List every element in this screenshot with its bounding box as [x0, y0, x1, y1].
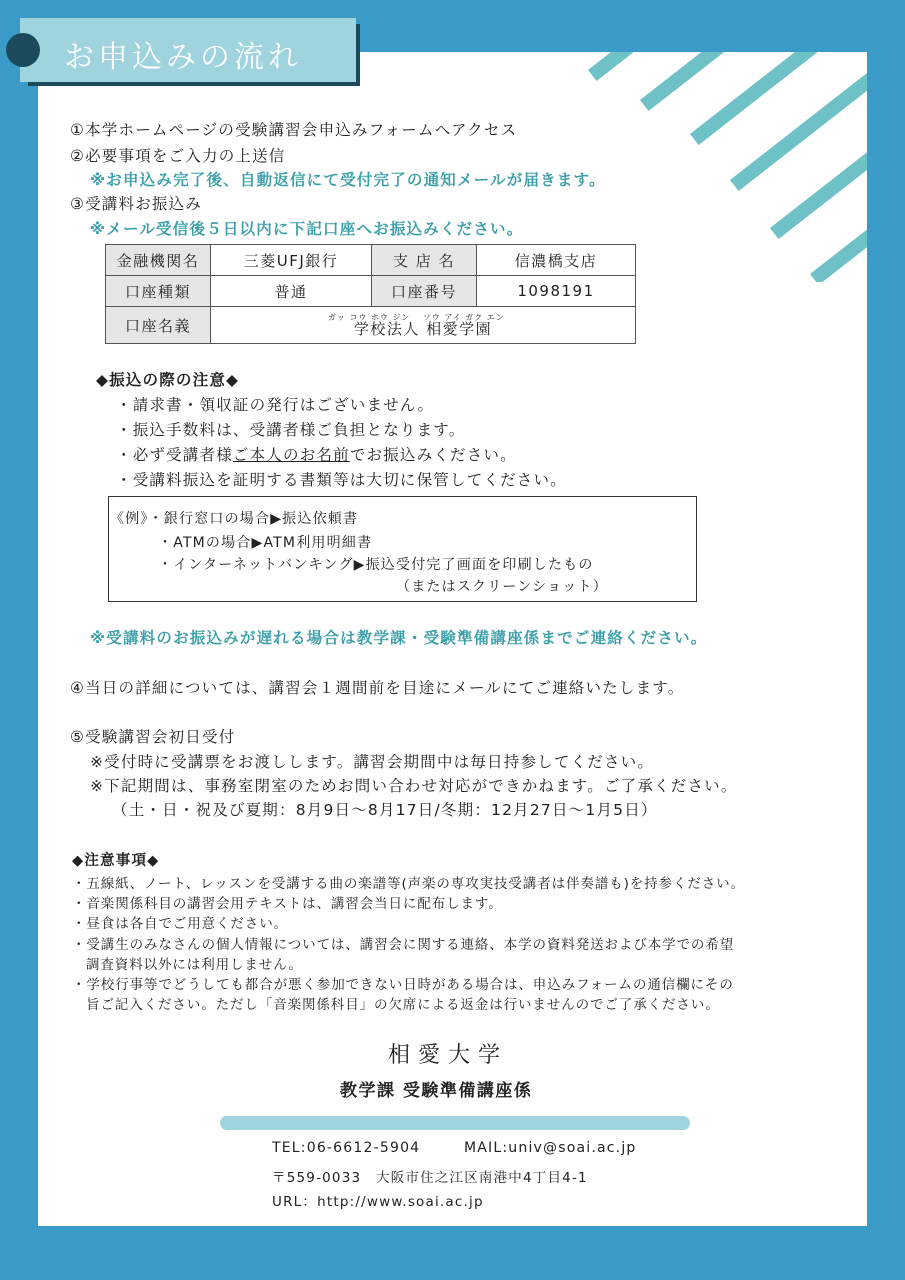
example-3: ・インターネットバンキング▶振込受付完了画面を印刷したもの — [158, 557, 594, 573]
number-label: 口座番号 — [372, 276, 477, 307]
step-5-note-1: ※受付時に受講票をお渡しします。講習会期間中は毎日持参してください。 — [90, 753, 655, 771]
step-5-note-3: （土・日・祝及び夏期：8月9日〜8月17日/冬期：12月27日〜1月5日） — [112, 801, 658, 819]
example-1: 《例》・銀行窓口の場合▶振込依頼書 — [110, 511, 359, 527]
caution-4b: 調査資料以外には利用しません。 — [86, 957, 303, 973]
step-3-note: ※メール受信後５日以内に下記口座へお振込みください。 — [90, 220, 524, 238]
university-name: 相愛大学 — [388, 1043, 509, 1068]
step-2: ②必要事項をご入力の上送信 — [70, 147, 286, 165]
example-4: （またはスクリーンショット） — [396, 579, 608, 595]
step-2-note: ※お申込み完了後、自動返信にて受付完了の通知メールが届きます。 — [90, 171, 606, 189]
department-name: 教学課 受験準備講座係 — [340, 1081, 533, 1101]
footer-divider — [220, 1116, 690, 1130]
step-1: ①本学ホームページの受験講習会申込みフォームへアクセス — [70, 121, 518, 139]
transfer-notes-heading: ◆振込の際の注意◆ — [96, 371, 240, 389]
branch-value: 信濃橋支店 — [477, 245, 636, 276]
transfer-note-1: ・請求書・領収証の発行はございません。 — [116, 396, 435, 414]
account-table — [105, 244, 636, 344]
transfer-note-3-post: でお振込みください。 — [349, 446, 517, 464]
bank-value: 三菱UFJ銀行 — [211, 245, 372, 276]
holder-ruby: ガッ コウ ホウ ジン ソウ アイ ガク エン — [328, 313, 505, 322]
footer-tel: TEL:06-6612-5904 — [272, 1140, 421, 1156]
caution-5b: 旨ご記入ください。ただし「音楽関係科目」の欠席による返金は行いませんのでご了承ください。 — [86, 997, 720, 1013]
branch-label: 支 店 名 — [372, 245, 477, 276]
caution-3: ・昼食は各自でご用意ください。 — [72, 916, 288, 932]
cautions-heading: ◆注意事項◆ — [72, 853, 160, 869]
late-payment-note: ※受講料のお振込みが遅れる場合は教学課・受験準備講座係までご連絡ください。 — [90, 629, 708, 647]
transfer-note-3-pre: ・必ず受講者様 — [116, 446, 233, 464]
page-title: お申込みの流れ — [64, 40, 302, 75]
caution-2: ・音楽関係科目の講習会用テキストは、講習会当日に配布します。 — [72, 896, 503, 912]
holder-label: 口座名義 — [106, 307, 211, 344]
step-3: ③受講料お振込み — [70, 195, 202, 213]
number-value: 1098191 — [477, 276, 636, 307]
example-2: ・ATMの場合▶ATM利用明細書 — [158, 535, 373, 551]
transfer-note-3-underlined: ご本人のお名前 — [232, 446, 350, 464]
step-4: ④当日の詳細については、講習会１週間前を目途にメールにてご連絡いたします。 — [70, 679, 685, 697]
type-label: 口座種類 — [106, 276, 211, 307]
holder-name: 学校法人 相愛学園 — [353, 319, 493, 338]
caution-1: ・五線紙、ノート、レッスンを受講する曲の楽譜等(声楽の専攻実技受講者は伴奏譜も)を持参ください。 — [72, 876, 745, 892]
caution-5a: ・学校行事等でどうしても都合が悪く参加できない日時がある場合は、申込みフォームの通信欄にその — [72, 977, 734, 993]
footer-url: URL：http://www.soai.ac.jp — [272, 1194, 484, 1210]
transfer-note-2: ・振込手数料は、受講者様ご負担となります。 — [116, 421, 466, 439]
footer-address: 〒559-0033 大阪市住之江区南港中4丁目4-1 — [272, 1170, 588, 1186]
footer-mail: MAIL:univ@soai.ac.jp — [464, 1140, 637, 1156]
caution-4a: ・受講生のみなさんの個人情報については、講習会に関する連絡、本学の資料発送および本学での希望 — [72, 937, 735, 953]
type-value: 普通 — [211, 276, 372, 307]
step-5-note-2: ※下記期間は、事務室閉室のためお問い合わせ対応ができかねます。ご了承ください。 — [90, 777, 738, 795]
step-5: ⑤受験講習会初日受付 — [70, 728, 236, 746]
bank-label: 金融機関名 — [106, 245, 211, 276]
transfer-note-4: ・受講料振込を証明する書類等は大切に保管してください。 — [116, 471, 567, 489]
transfer-note-3 — [116, 443, 517, 465]
title-bullet-icon — [6, 33, 40, 67]
